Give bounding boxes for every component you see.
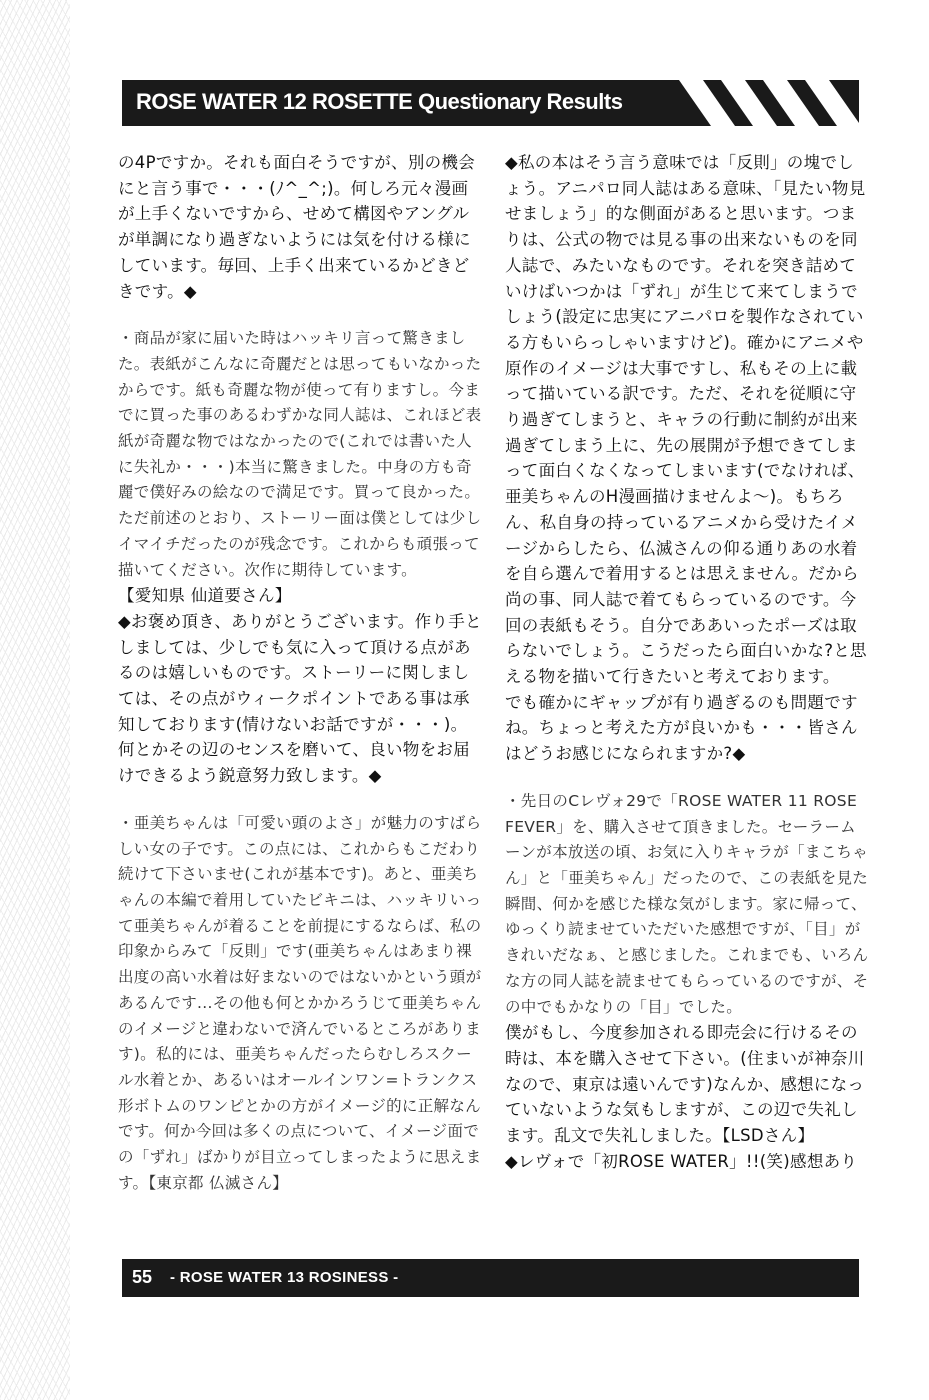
reply-paragraph: でも確かにギャップが有り過ぎるのも問題ですね。ちょっと考えた方が良いかも・・・皆さんはどうお感じになられますか?◆ [505,692,858,764]
header-title: ROSE WATER 12 ROSETTE Questionary Results [136,89,623,114]
reply-paragraph: ◆お褒め頂き、ありがとうございます。作り手としましては、少しでも気に入って頂ける点があるのは嬉しいものです。ストーリーに関しましては、その点がウィークポイントである事は承知しております(情けないお話ですが・・・)。何とかその辺のセンスを磨いて、良い物をお届けできるよう鋭意努力致します。◆ [118,611,482,786]
page-number: 55 [132,1267,153,1287]
right-column [505,150,870,1174]
article-columns [118,150,868,1250]
reader-letter: ・先日のCレヴォ29で「ROSE WATER 11 ROSE FEVER」を、購入させて頂きました。セーラームーンが本放送の頃、お気に入りキャラが「まこちゃん」と「亜美ちゃん」だったので、この表紙を見た瞬間、何かを感じた様な気がします。家に帰って、ゆっくり読ませていただいた感想ですが、「目」がきれいだなぁ、と感じました。これまでも、いろんな方の同人誌を読ませてもらっているのですが、その中でもかなりの「目」でした。 [505,791,869,1016]
header-stripes-decoration [659,80,859,126]
page-header [122,80,859,126]
reply-paragraph: の4Pですか。それも面白そうですが、別の機会にと言う事で・・・(ﾉ^_^;)。何しろ元々漫画が上手くないですから、せめて構図やアングルが単調になり過ぎないようには気を付ける様にしています。毎回、上手く出来ているかどきどきです。◆ [118,153,476,301]
reader-letter-continued: 僕がもし、今度参加される即売会に行けるその時は、本を購入させて下さい。(住まいが神奈川なので、東京は遠いんです)なんか、感想になっていないような気もしますが、この辺で失礼します。乱文で失礼しました。【LSDさん】 [505,1023,865,1146]
paper-texture [0,0,70,1400]
page-footer [122,1259,859,1297]
left-column [118,150,483,1196]
reader-letter: ・亜美ちゃんは「可愛い頭のよさ」が魅力のすばらしい女の子です。この点には、これからもこだわり続けて下さいませ(これが基本です)。あと、亜美ちゃんの本編で着用していたビキニは、ハッキリいって亜美ちゃんが着ることを前提にするならば、私の印象からみて「反則」です(亜美ちゃんはあまり裸出度の高い水着は好まないのではないかという頭があるんです...その他も何とかかろうじて亜美ちゃんのイメージと違わないで済んでいるところがあります)。私的には、亜美ちゃんだったらむしろスクール水着とか、あるいはオールインワン=トランクス形ボトムのワンピとかの方がイメージ的に正解なんです。何か今回は多くの点について、イメージ面での「ずれ」ばかりが目立ってしまったように思えます。【東京都 仏滅さん】 [118,813,482,1192]
letter-signature: 【愛知県 仙道要さん】 [118,586,292,606]
reply-paragraph: ◆レヴォで「初ROSE WATER」!!(笑)感想あり [505,1151,858,1171]
reply-paragraph: ◆私の本はそう言う意味では「反則」の塊でしょう。アニパロ同人誌はある意味、「見たい物見せましょう」的な側面があると思います。つまりは、公式の物では見る事の出来ないものを同人誌で、みたいなものです。それを突き詰めていけばいつかは「ずれ」が生じて来てしまうでしょう(設定に忠実にアニパロを製作なされている方もいらっしゃいますけど)。確かにアニメや原作のイメージは大事ですし、私もその上に載って描いている訳です。ただ、それを従順に守り過ぎてしまうと、キャラの行動に制約が出来過ぎてしまう上に、先の展開が予想できてしまって面白くなくなってしまいます(でなければ、亜美ちゃんのH漫画描けませんよ～)。もちろん、私自身の持っているアニメから受けたイメージからしたら、仏滅さんの仰る通りあの水着を自ら選んで着用するとは思えません。だから尚の事、同人誌で着てもらっているのです。今回の表紙もそう。自分でああいったポーズは取らないでしょう。こうだったら面白いかな?と思える物を描いて行きたいと考えております。 [505,153,867,687]
footer-title: - ROSE WATER 13 ROSINESS - [170,1269,399,1286]
reader-letter: ・商品が家に届いた時はハッキリ言って驚きました。表紙がこんなに奇麗だとは思ってもいなかったからです。紙も奇麗な物が使って有りますし。今までに買った事のあるわずかな同人誌は、これほど表紙が奇麗な物ではなかったので(これでは書いた人に失礼か・・・)本当に驚きました。中身の方も奇麗で僕好みの絵なので満足です。買って良かった。ただ前述のとおり、ストーリー面は僕としては少しイマイチだったのが残念です。これからも頑張って描いてください。次作に期待しています。 [118,329,482,579]
